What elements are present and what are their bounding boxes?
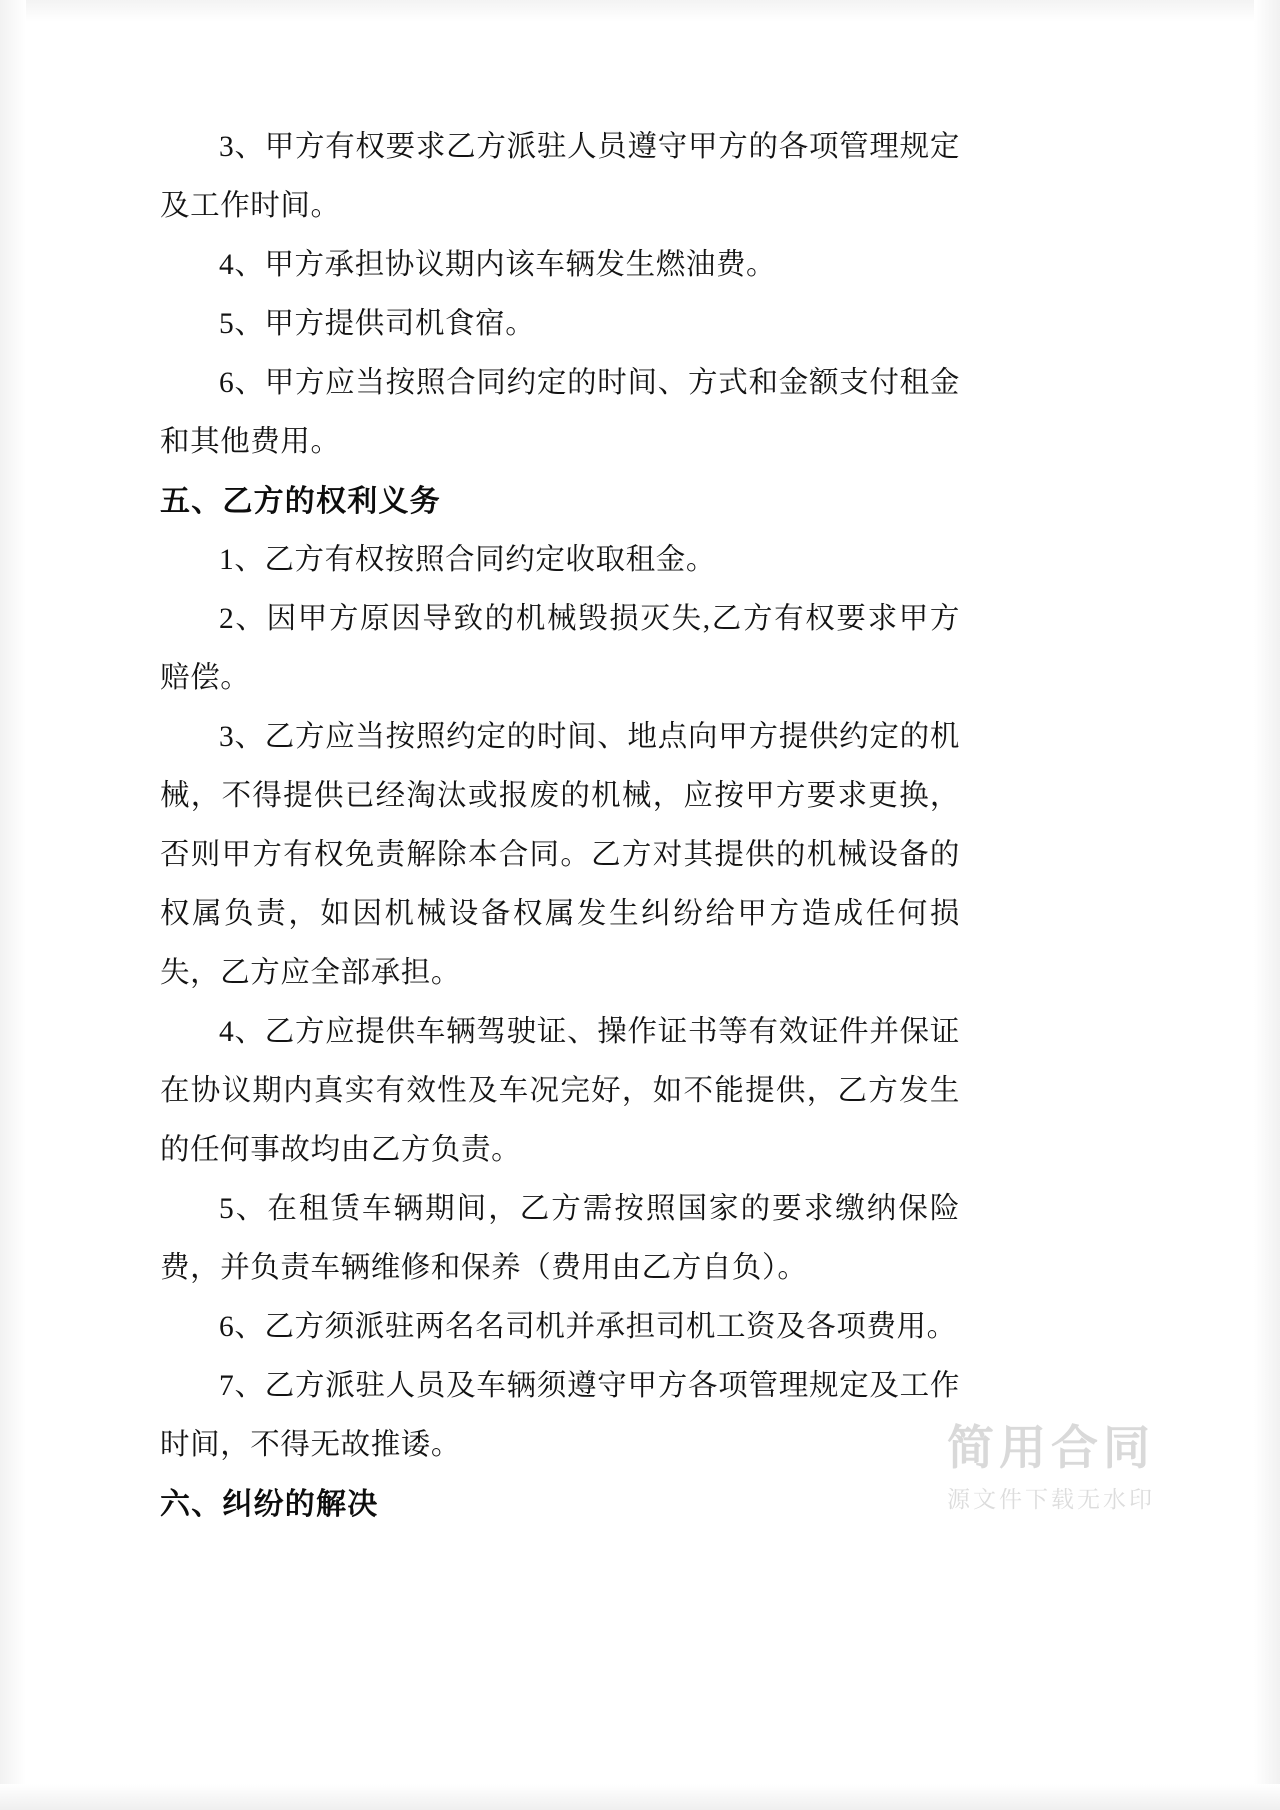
page-edge-right xyxy=(1254,0,1280,1810)
page-edge-left xyxy=(0,0,26,1810)
section-heading-five: 五、乙方的权利义务 xyxy=(160,485,441,518)
watermark-subtitle: 源文件下载无水印 xyxy=(947,1486,1155,1512)
clause-item: 7、乙方派驻人员及车辆须遵守甲方各项管理规定及工作时间，不得无故推诿。 xyxy=(160,1370,960,1461)
clause-item: 3、乙方应当按照约定的时间、地点向甲方提供约定的机械，不得提供已经淘汰或报废的机械，应按甲方要求更换，否则甲方有权免责解除本合同。乙方对其提供的机械设备的权属负责，如因机械设备权属发生纠纷给甲方造成任何损失，乙方应全部承担。 xyxy=(160,721,960,989)
section-heading-six: 六、纠纷的解决 xyxy=(160,1488,379,1521)
watermark-title: 简用合同 xyxy=(947,1420,1155,1474)
clause-item: 4、乙方应提供车辆驾驶证、操作证书等有效证件并保证在协议期内真实有效性及车况完好，如不能提供，乙方发生的任何事故均由乙方负责。 xyxy=(160,1016,960,1166)
clause-item: 2、因甲方原因导致的机械毁损灭失,乙方有权要求甲方赔偿。 xyxy=(160,603,960,694)
clause-item: 1、乙方有权按照合同约定收取租金。 xyxy=(219,544,716,576)
clause-item: 3、甲方有权要求乙方派驻人员遵守甲方的各项管理规定及工作时间。 xyxy=(160,131,960,222)
clause-item: 6、甲方应当按照合同约定的时间、方式和金额支付租金和其他费用。 xyxy=(160,367,960,458)
clause-item: 4、甲方承担协议期内该车辆发生燃油费。 xyxy=(219,249,777,281)
clause-item: 5、甲方提供司机食宿。 xyxy=(219,308,536,340)
page-edge-bottom xyxy=(0,1784,1280,1810)
clause-item: 5、在租赁车辆期间，乙方需按照国家的要求缴纳保险费，并负责车辆维修和保养（费用由乙方自负）。 xyxy=(160,1193,960,1284)
page-edge-top xyxy=(0,0,1280,22)
document-body xyxy=(160,118,960,1534)
clause-item: 6、乙方须派驻两名名司机并承担司机工资及各项费用。 xyxy=(219,1311,957,1343)
